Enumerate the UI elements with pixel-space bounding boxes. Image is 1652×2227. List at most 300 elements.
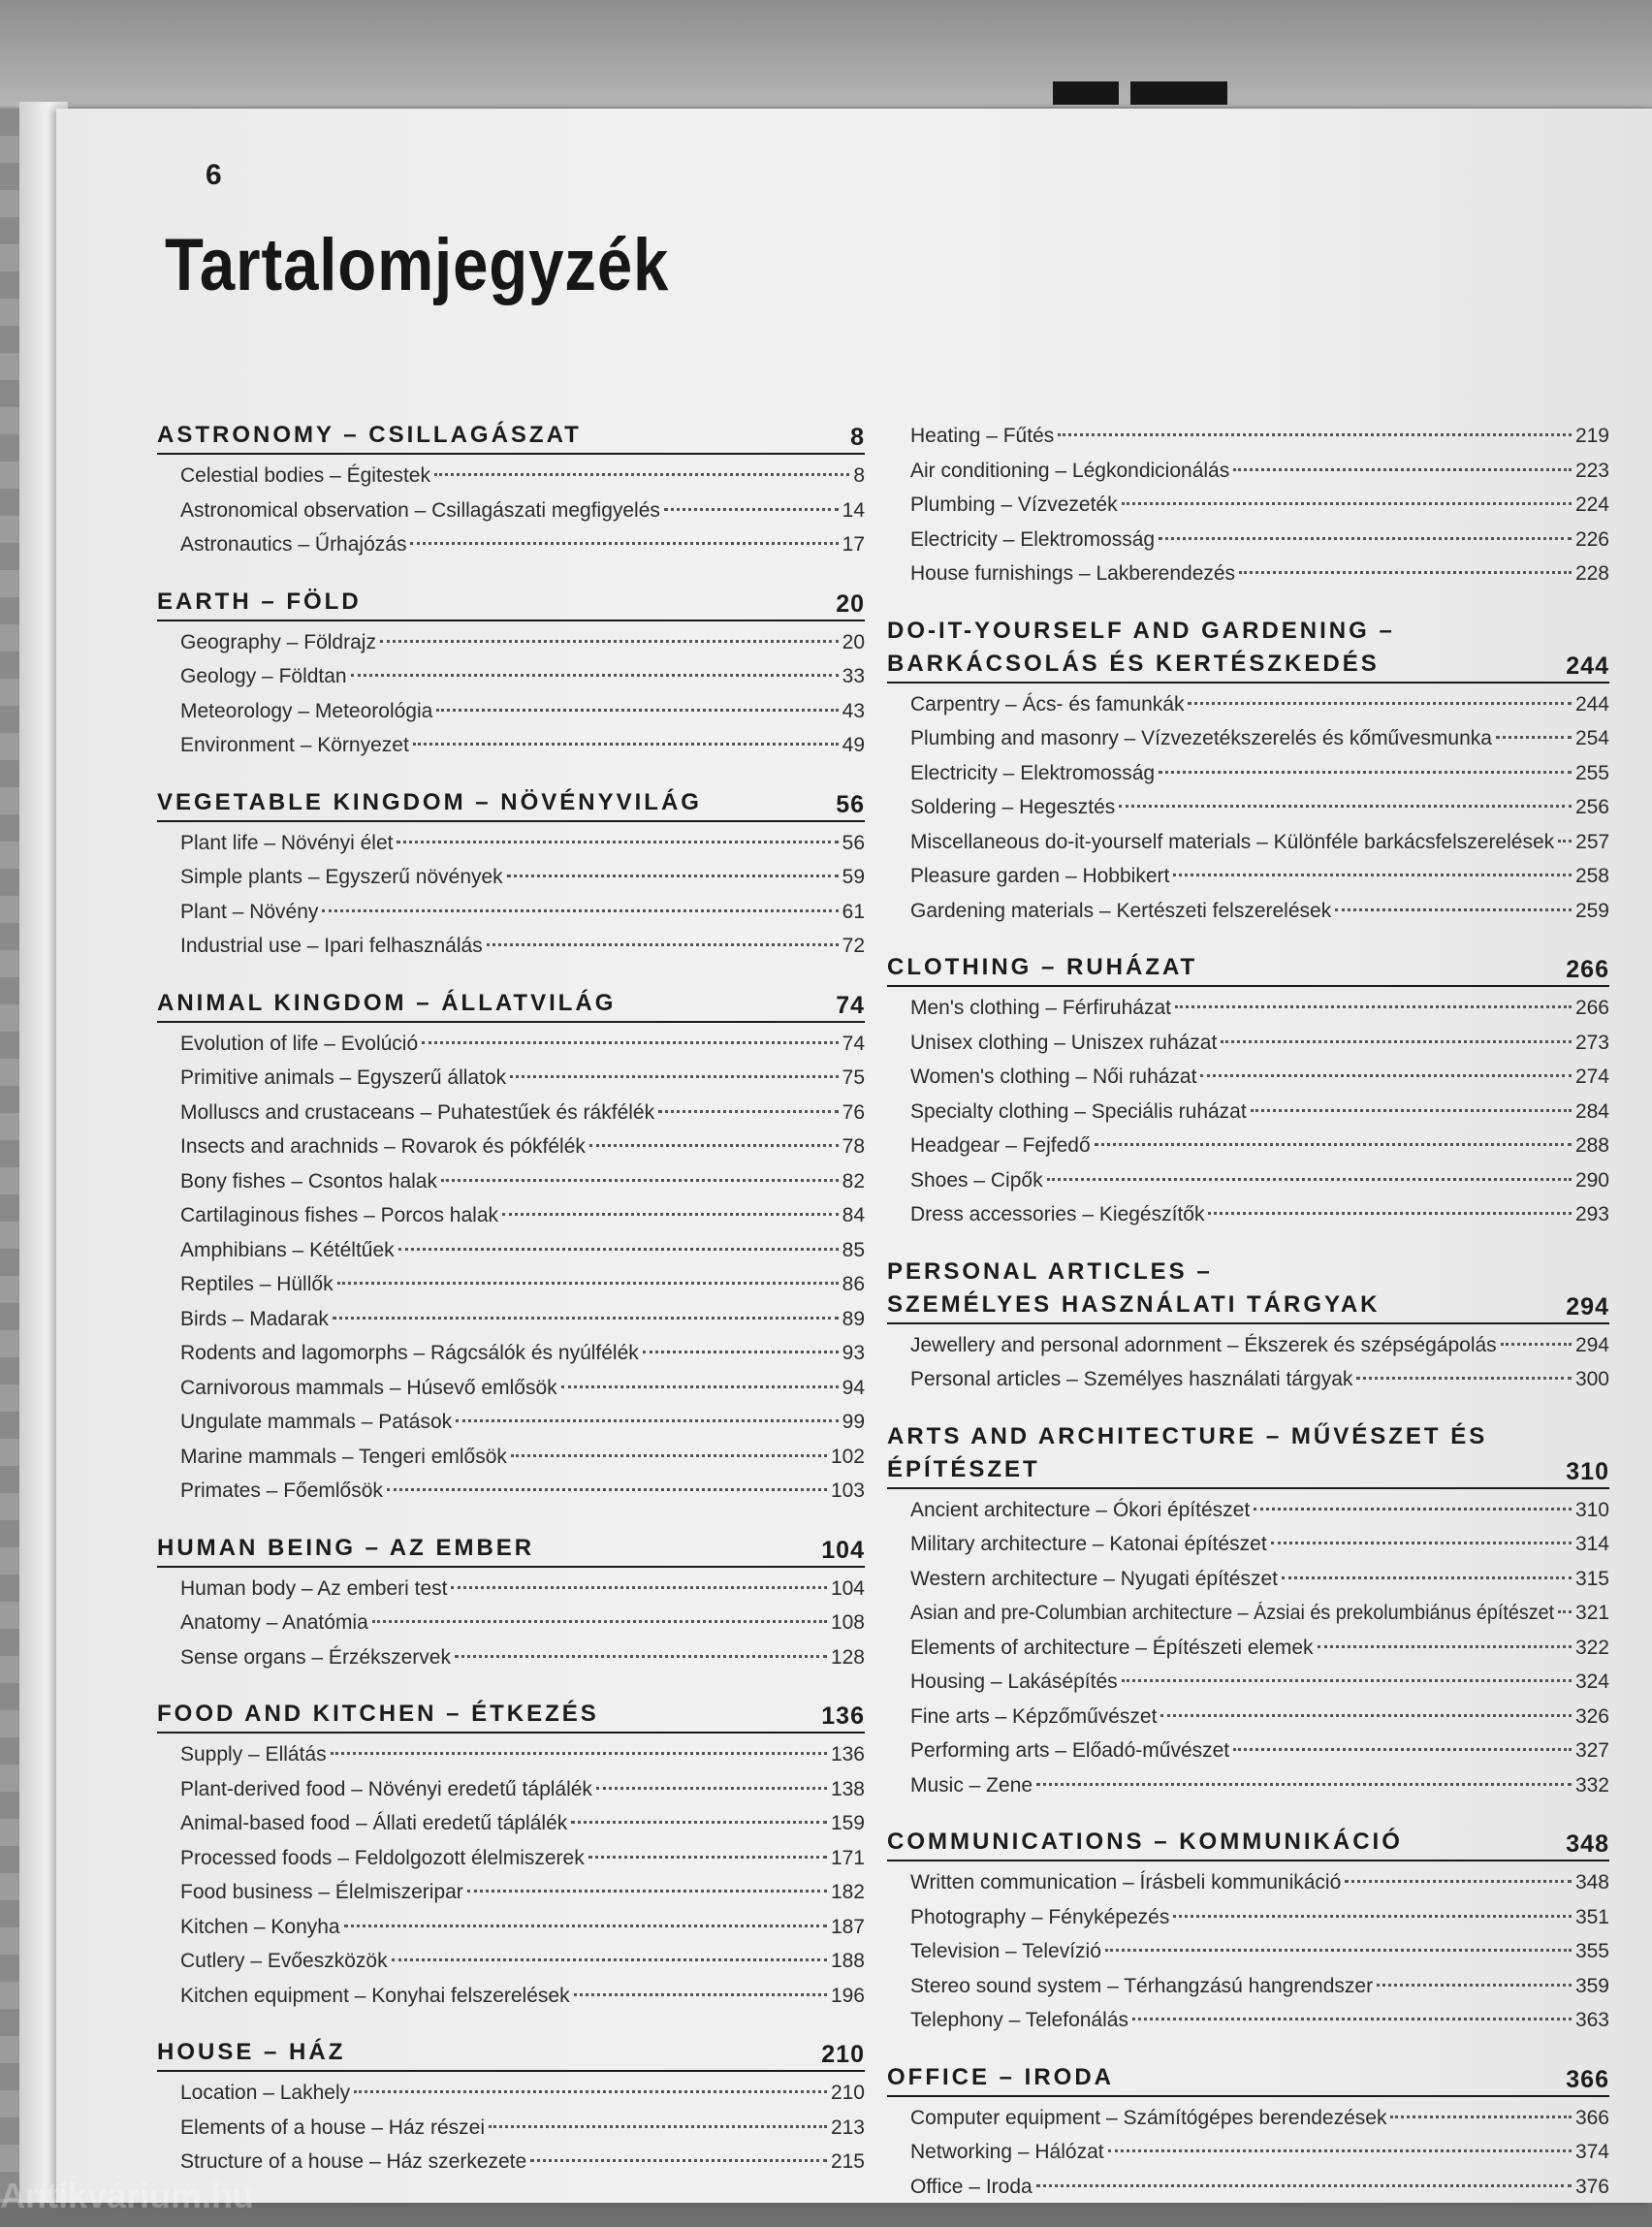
toc-entry[interactable] <box>157 1606 865 1640</box>
toc-left-column <box>157 419 865 2203</box>
entry-page-number: 257 <box>1575 830 1610 853</box>
toc-section-epiteszet <box>887 1420 1609 1803</box>
toc-right-column <box>887 419 1609 2227</box>
section-title-line: PERSONAL ARTICLES – <box>887 1257 1213 1285</box>
dot-leader <box>1345 1880 1572 1883</box>
toc-entry[interactable] <box>887 687 1609 722</box>
entry-page-number: 102 <box>830 1445 865 1468</box>
toc-entry[interactable] <box>157 694 865 729</box>
dot-leader <box>589 1144 839 1147</box>
entry-page-number: 314 <box>1574 1533 1609 1555</box>
entry-label: Specialty clothing – Speciális ruházat <box>910 1099 1247 1123</box>
section-heading[interactable] <box>887 2061 1609 2097</box>
entry-label: Cutlery – Evőeszközök <box>180 1950 388 1972</box>
dot-leader <box>1122 502 1572 505</box>
dot-leader <box>1239 571 1572 574</box>
section-title: SZEMÉLYES HASZNÁLATI TÁRGYAK <box>887 1290 1381 1318</box>
toc-entry[interactable] <box>157 659 865 694</box>
toc-entry[interactable] <box>887 1060 1609 1095</box>
entry-label: Astronautics – Űrhajózás <box>180 533 407 556</box>
entry-page-number: 355 <box>1574 1940 1609 1962</box>
entry-label: Elements of a house – Ház részei <box>180 2116 485 2139</box>
entry-page-number: 159 <box>830 1812 865 1834</box>
entry-label: Amphibians – Kétéltűek <box>180 1238 395 1261</box>
entry-page-number: 84 <box>842 1204 865 1226</box>
section-page-number: 244 <box>1566 652 1609 680</box>
toc-entry[interactable] <box>887 1026 1609 1061</box>
entry-label: Electricity – Elektromosság <box>910 761 1156 784</box>
entry-page-number: 226 <box>1574 527 1609 551</box>
section-page-number: 136 <box>821 1702 865 1730</box>
toc-entry[interactable] <box>157 860 865 895</box>
dot-leader <box>588 1856 827 1859</box>
dot-leader <box>422 1041 839 1044</box>
entry-label: Plumbing and masonry – Vízvezetékszerelés és kőművesmunka <box>910 727 1492 749</box>
toc-entry[interactable] <box>887 1768 1609 1803</box>
toc-entry[interactable] <box>157 1233 865 1268</box>
dot-leader <box>1282 1576 1572 1579</box>
toc-entry[interactable] <box>157 625 865 660</box>
toc-entry[interactable] <box>887 1197 1609 1232</box>
entry-label: Structure of a house – Ház szerkezete <box>180 2150 527 2173</box>
toc-entry[interactable] <box>157 527 865 562</box>
toc-section-house-haz <box>157 2036 865 2179</box>
dot-leader <box>333 1317 839 1320</box>
entry-label: Military architecture – Katonai építészet <box>910 1533 1267 1555</box>
entry-label: Dress accessories – Kiegészítők <box>910 1203 1205 1225</box>
toc-entry[interactable] <box>157 1129 865 1164</box>
entry-page-number: 85 <box>842 1238 865 1261</box>
toc-entry[interactable] <box>157 895 865 930</box>
toc-entry[interactable] <box>887 1900 1609 1935</box>
toc-section-barkacsolas-es-kerteszkedes <box>887 615 1609 929</box>
toc-entry[interactable] <box>887 859 1609 894</box>
dot-leader <box>574 1993 827 1996</box>
entry-page-number: 93 <box>842 1342 865 1364</box>
entry-page-number: 188 <box>830 1950 865 1972</box>
entry-label: Headgear – Fejfedő <box>910 1134 1091 1157</box>
toc-entry[interactable] <box>157 1336 865 1371</box>
dot-leader <box>380 640 839 643</box>
entry-page-number: 82 <box>842 1169 865 1193</box>
toc-entry[interactable] <box>887 1665 1609 1700</box>
dot-leader <box>1159 771 1572 774</box>
toc-entry[interactable] <box>157 493 865 528</box>
entry-page-number: 78 <box>842 1135 865 1158</box>
thumb-mark <box>1130 81 1227 105</box>
section-page-number: 366 <box>1566 2065 1609 2093</box>
entry-page-number: 103 <box>830 1479 865 1502</box>
entry-label: Pleasure garden – Hobbikert <box>910 865 1170 887</box>
section-heading[interactable] <box>157 586 865 621</box>
toc-entry[interactable] <box>887 1163 1609 1198</box>
dot-leader <box>436 709 838 712</box>
toc-entry[interactable] <box>157 1572 865 1607</box>
dot-leader <box>434 473 849 476</box>
entry-page-number: 321 <box>1575 1602 1610 1624</box>
entry-page-number: 294 <box>1574 1333 1609 1356</box>
entry-label: Plumbing – Vízvezeték <box>910 493 1118 516</box>
entry-page-number: 99 <box>842 1411 865 1433</box>
dot-leader <box>1105 1949 1572 1952</box>
entry-page-number: 49 <box>842 734 865 756</box>
entry-label: Women's clothing – Női ruházat <box>910 1066 1197 1088</box>
section-title: COMMUNICATIONS – KOMMUNIKÁCIÓ <box>887 1829 1403 1855</box>
dot-leader <box>1233 1748 1572 1751</box>
entry-label: Evolution of life – Evolúció <box>180 1032 419 1055</box>
toc-entry[interactable] <box>887 1631 1609 1666</box>
toc-entry[interactable] <box>157 1405 865 1440</box>
entry-page-number: 376 <box>1574 2175 1609 2198</box>
dot-leader <box>1173 874 1572 876</box>
toc-entry[interactable] <box>887 721 1609 756</box>
toc-entry[interactable] <box>157 1267 865 1302</box>
toc-entry[interactable] <box>887 2135 1609 2170</box>
entry-label: House furnishings – Lakberendezés <box>910 562 1236 585</box>
entry-page-number: 75 <box>842 1066 865 1089</box>
entry-page-number: 322 <box>1574 1636 1609 1659</box>
toc-entry[interactable] <box>887 1095 1609 1129</box>
section-heading[interactable] <box>887 648 1609 684</box>
toc-entry[interactable] <box>887 1865 1609 1900</box>
toc-entry[interactable] <box>157 1640 865 1675</box>
dot-leader <box>1390 2116 1571 2118</box>
dot-leader <box>397 841 838 843</box>
page-number: 6 <box>206 159 222 191</box>
entry-page-number: 300 <box>1574 1368 1609 1390</box>
entry-page-number: 14 <box>842 498 865 522</box>
toc-section-office-iroda <box>887 2061 1609 2205</box>
dot-leader <box>1200 1074 1572 1077</box>
entry-label: Networking – Hálózat <box>910 2141 1104 2163</box>
toc-entry[interactable] <box>157 1474 865 1509</box>
entry-label: Kitchen equipment – Konyhai felszerelések <box>180 1984 570 2007</box>
entry-label: Photography – Fényképezés <box>910 1905 1170 1928</box>
toc-entry[interactable] <box>157 1772 865 1807</box>
section-page-number: 210 <box>821 2041 865 2068</box>
entry-page-number: 72 <box>842 935 865 957</box>
entry-page-number: 284 <box>1574 1099 1609 1123</box>
entry-label: Animal-based food – Állati eredetű táplálék <box>180 1812 568 1834</box>
section-heading[interactable] <box>887 1453 1609 1489</box>
entry-page-number: 138 <box>830 1777 865 1800</box>
section-heading[interactable] <box>157 786 865 822</box>
toc-entry[interactable] <box>157 1096 865 1130</box>
dot-leader <box>1108 2149 1572 2152</box>
entry-page-number: 274 <box>1574 1066 1609 1088</box>
section-title: HUMAN BEING – AZ EMBER <box>157 1534 535 1561</box>
section-page-number: 56 <box>836 790 865 818</box>
dot-leader <box>398 1248 839 1251</box>
section-heading[interactable] <box>887 951 1609 987</box>
section-title: OFFICE – IRODA <box>887 2063 1115 2090</box>
dot-leader <box>351 674 839 677</box>
dot-leader <box>1233 468 1572 471</box>
dot-leader <box>337 1282 839 1285</box>
section-title: ANIMAL KINGDOM – ÁLLATVILÁG <box>157 989 617 1016</box>
entry-page-number: 363 <box>1574 2009 1609 2031</box>
dot-leader <box>344 1925 827 1927</box>
toc-section-food-and-kitchen-etkezes <box>157 1698 865 2013</box>
entry-label: Astronomical observation – Csillagászati megfigyelés <box>180 498 660 522</box>
dot-leader <box>1159 537 1572 540</box>
toc-entry[interactable] <box>157 1027 865 1062</box>
toc-entry[interactable] <box>157 1875 865 1910</box>
toc-entry[interactable] <box>887 1362 1609 1397</box>
dot-leader <box>456 1419 839 1422</box>
entry-label: Performing arts – Előadó-művészet <box>910 1739 1230 1762</box>
dot-leader <box>643 1351 839 1353</box>
entry-label: Plant-derived food – Növényi eredetű táplálék <box>180 1777 592 1800</box>
entry-label: Asian and pre-Columbian architecture – Ázsiai és prekolumbiánus építészet <box>910 1602 1555 1624</box>
entry-label: Ancient architecture – Ókori építészet <box>910 1498 1251 1521</box>
entry-label: Music – Zene <box>910 1773 1033 1797</box>
dot-leader <box>1558 840 1572 843</box>
toc-entry[interactable] <box>157 1164 865 1199</box>
toc-entry[interactable] <box>887 756 1609 791</box>
section-heading[interactable] <box>887 1826 1609 1861</box>
entry-page-number: 290 <box>1574 1168 1609 1192</box>
entry-page-number: 223 <box>1574 459 1609 482</box>
entry-page-number: 219 <box>1574 425 1609 447</box>
entry-label: Western architecture – Nyugati építészet <box>910 1567 1278 1590</box>
toc-entry[interactable] <box>887 523 1609 557</box>
dot-leader <box>1271 1542 1572 1544</box>
toc-entry[interactable] <box>887 2170 1609 2205</box>
toc-entry[interactable] <box>887 825 1609 860</box>
toc-section-astronomy-csillagaszat <box>157 419 865 562</box>
entry-label: Primitive animals – Egyszerű állatok <box>180 1066 507 1089</box>
toc-entry[interactable] <box>887 2003 1609 2038</box>
dot-leader <box>1036 2184 1572 2187</box>
entry-label: Plant – Növény <box>180 900 319 923</box>
entry-page-number: 359 <box>1574 1974 1609 1997</box>
section-title: CLOTHING – RUHÁZAT <box>887 954 1198 980</box>
dot-leader <box>510 1075 839 1078</box>
toc-entry[interactable] <box>887 790 1609 825</box>
entry-label: Carnivorous mammals – Húsevő emlősök <box>180 1376 557 1399</box>
entry-page-number: 327 <box>1574 1739 1609 1762</box>
dot-leader <box>331 1752 827 1755</box>
toc-entry[interactable] <box>157 1198 865 1233</box>
dot-leader <box>1173 1915 1572 1918</box>
entry-label: Stereo sound system – Térhangzású hangrendszer <box>910 1974 1374 1997</box>
thumb-mark <box>1053 81 1119 105</box>
entry-label: Plant life – Növényi élet <box>180 831 394 854</box>
toc-entry[interactable] <box>157 2111 865 2146</box>
entry-label: Carpentry – Ács- és famunkák <box>910 692 1185 716</box>
dot-leader <box>1188 702 1572 705</box>
toc-entry[interactable] <box>157 1371 865 1406</box>
entry-label: Men's clothing – Férfiruházat <box>910 997 1171 1019</box>
entry-label: Gardening materials – Kertészeti felszerelések <box>910 899 1332 922</box>
toc-entry[interactable] <box>887 1527 1609 1562</box>
toc-entry[interactable] <box>887 488 1609 523</box>
toc-entry[interactable] <box>157 459 865 493</box>
toc-entry[interactable] <box>887 1562 1609 1597</box>
toc-entry[interactable] <box>887 1129 1609 1163</box>
entry-label: Cartilaginous fishes – Porcos halak <box>180 1204 499 1226</box>
entry-page-number: 74 <box>842 1032 865 1055</box>
section-heading[interactable] <box>157 987 865 1023</box>
entry-label: Meteorology – Meteorológia <box>180 699 433 722</box>
entry-page-number: 213 <box>830 2116 865 2139</box>
toc-entry[interactable] <box>157 1737 865 1772</box>
toc-entry[interactable] <box>887 991 1609 1026</box>
entry-page-number: 244 <box>1574 692 1609 716</box>
dot-leader <box>387 1488 827 1491</box>
entry-page-number: 224 <box>1574 493 1609 516</box>
entry-label: Jewellery and personal adornment – Ékszerek és szépségápolás <box>910 1333 1497 1356</box>
section-heading[interactable] <box>157 1698 865 1734</box>
toc-entry[interactable] <box>157 1841 865 1876</box>
desk-surface <box>0 0 1652 107</box>
toc-entry[interactable] <box>157 728 865 763</box>
entry-page-number: 254 <box>1574 727 1609 749</box>
entry-label: Television – Televízió <box>910 1940 1101 1962</box>
dot-leader <box>372 1620 827 1623</box>
toc-entry[interactable] <box>887 1700 1609 1734</box>
dot-leader <box>1175 1005 1572 1008</box>
entry-page-number: 8 <box>853 464 865 487</box>
entry-page-number: 348 <box>1574 1871 1609 1893</box>
toc-entry[interactable] <box>887 1328 1609 1363</box>
section-heading[interactable] <box>157 1532 865 1568</box>
entry-page-number: 228 <box>1574 562 1609 585</box>
entry-page-number: 59 <box>842 866 865 888</box>
dot-leader <box>571 1821 827 1824</box>
watermark: Antikvárium.hu <box>0 2176 255 2215</box>
toc-entry[interactable] <box>157 1979 865 2014</box>
entry-page-number: 56 <box>842 831 865 854</box>
dot-leader <box>1377 1984 1572 1987</box>
entry-page-number: 326 <box>1574 1704 1609 1728</box>
entry-label: Marine mammals – Tengeri emlősök <box>180 1445 507 1468</box>
entry-page-number: 374 <box>1574 2141 1609 2163</box>
entry-page-number: 258 <box>1574 865 1609 887</box>
toc-section-continued <box>887 419 1609 591</box>
entry-page-number: 288 <box>1574 1134 1609 1157</box>
dot-leader <box>1047 1178 1572 1181</box>
toc-entry[interactable] <box>157 929 865 964</box>
entry-label: Fine arts – Képzőművészet <box>910 1704 1158 1728</box>
toc-entry[interactable] <box>157 2076 865 2111</box>
entry-label: Environment – Környezet <box>180 734 409 756</box>
toc-entry[interactable] <box>887 1596 1609 1631</box>
entry-label: Electricity – Elektromosság <box>910 527 1156 551</box>
dot-leader <box>1036 1783 1572 1786</box>
entry-label: Insects and arachnids – Rovarok és pókfélék <box>180 1135 586 1158</box>
entry-page-number: 86 <box>842 1273 865 1295</box>
dot-leader <box>1208 1212 1571 1215</box>
dot-leader <box>1251 1109 1572 1112</box>
section-page-number: 348 <box>1566 1830 1609 1858</box>
entry-label: Human body – Az emberi test <box>180 1576 448 1600</box>
dot-leader <box>451 1586 826 1589</box>
toc-entry[interactable] <box>157 1302 865 1337</box>
toc-entry[interactable] <box>887 1934 1609 1969</box>
dot-leader <box>467 1890 827 1893</box>
entry-page-number: 171 <box>830 1846 865 1869</box>
entry-label: Shoes – Cipők <box>910 1168 1043 1192</box>
entry-label: Miscellaneous do-it-yourself materials – Különféle barkácsfelszerelések <box>910 830 1555 853</box>
toc-entry[interactable] <box>157 1440 865 1475</box>
toc-entry[interactable] <box>157 2145 865 2179</box>
entry-label: Computer equipment – Számítógépes berendezések <box>910 2106 1387 2129</box>
section-title: EARTH – FÖLD <box>157 588 362 615</box>
toc-entry[interactable] <box>157 826 865 861</box>
toc-entry[interactable] <box>887 2101 1609 2136</box>
entry-page-number: 33 <box>842 665 865 687</box>
entry-page-number: 20 <box>842 630 865 653</box>
dot-leader <box>1095 1143 1572 1146</box>
dot-leader <box>561 1385 839 1388</box>
toc-section-animal-kingdom-allatvilag <box>157 987 865 1509</box>
toc-entry[interactable] <box>887 1493 1609 1528</box>
toc-entry[interactable] <box>887 1969 1609 2004</box>
entry-label: Elements of architecture – Építészeti elemek <box>910 1636 1314 1659</box>
section-page-number: 266 <box>1566 956 1609 983</box>
entry-label: Celestial bodies – Égitestek <box>180 464 430 487</box>
toc-entry[interactable] <box>887 454 1609 489</box>
entry-page-number: 259 <box>1574 899 1609 922</box>
section-title: FOOD AND KITCHEN – ÉTKEZÉS <box>157 1701 599 1727</box>
toc-entry[interactable] <box>157 1944 865 1979</box>
section-title: ÉPÍTÉSZET <box>887 1455 1040 1482</box>
entry-label: Rodents and lagomorphs – Rágcsálók és nyúlfélék <box>180 1342 639 1364</box>
toc-entry[interactable] <box>157 1806 865 1841</box>
dot-leader <box>1122 1679 1572 1682</box>
section-title-line: ARTS AND ARCHITECTURE – MŰVÉSZET ÉS <box>887 1422 1488 1449</box>
toc-entry[interactable] <box>887 419 1609 454</box>
entry-page-number: 94 <box>842 1376 865 1399</box>
toc-entry[interactable] <box>887 1734 1609 1768</box>
dot-leader <box>502 1213 839 1216</box>
entry-label: Geography – Földrajz <box>180 630 376 653</box>
section-page-number: 310 <box>1566 1457 1609 1485</box>
entry-page-number: 108 <box>830 1611 865 1634</box>
entry-page-number: 332 <box>1574 1773 1609 1797</box>
section-title-line: DO-IT-YOURSELF AND GARDENING – <box>887 617 1395 644</box>
dot-leader <box>658 1110 839 1113</box>
toc-section-clothing-ruhazat <box>887 951 1609 1232</box>
toc-entry[interactable] <box>887 557 1609 591</box>
entry-label: Processed foods – Feldolgozott élelmiszerek <box>180 1846 585 1869</box>
section-page-number: 74 <box>836 991 865 1019</box>
entry-page-number: 266 <box>1574 997 1609 1019</box>
entry-label: Industrial use – Ipari felhasználás <box>180 935 483 957</box>
toc-entry[interactable] <box>887 894 1609 929</box>
entry-page-number: 196 <box>830 1984 865 2007</box>
dot-leader <box>1058 433 1572 436</box>
entry-label: Location – Lakhely <box>180 2082 351 2104</box>
section-heading[interactable] <box>157 2036 865 2072</box>
toc-section-communications-kommunikacio <box>887 1826 1609 2038</box>
toc-entry[interactable] <box>157 1910 865 1945</box>
dot-leader <box>354 2090 827 2093</box>
entry-label: Food business – Élelmiszeripar <box>180 1881 463 1903</box>
entry-label: Housing – Lakásépítés <box>910 1670 1118 1693</box>
section-page-number: 294 <box>1566 1292 1609 1320</box>
dot-leader <box>1356 1377 1572 1380</box>
section-heading[interactable] <box>157 419 865 455</box>
entry-label: Primates – Főemlősök <box>180 1479 383 1502</box>
entry-page-number: 366 <box>1574 2106 1609 2129</box>
dot-leader <box>596 1787 827 1790</box>
section-heading[interactable] <box>887 1288 1609 1324</box>
toc-entry[interactable] <box>157 1061 865 1096</box>
entry-page-number: 351 <box>1574 1905 1609 1928</box>
